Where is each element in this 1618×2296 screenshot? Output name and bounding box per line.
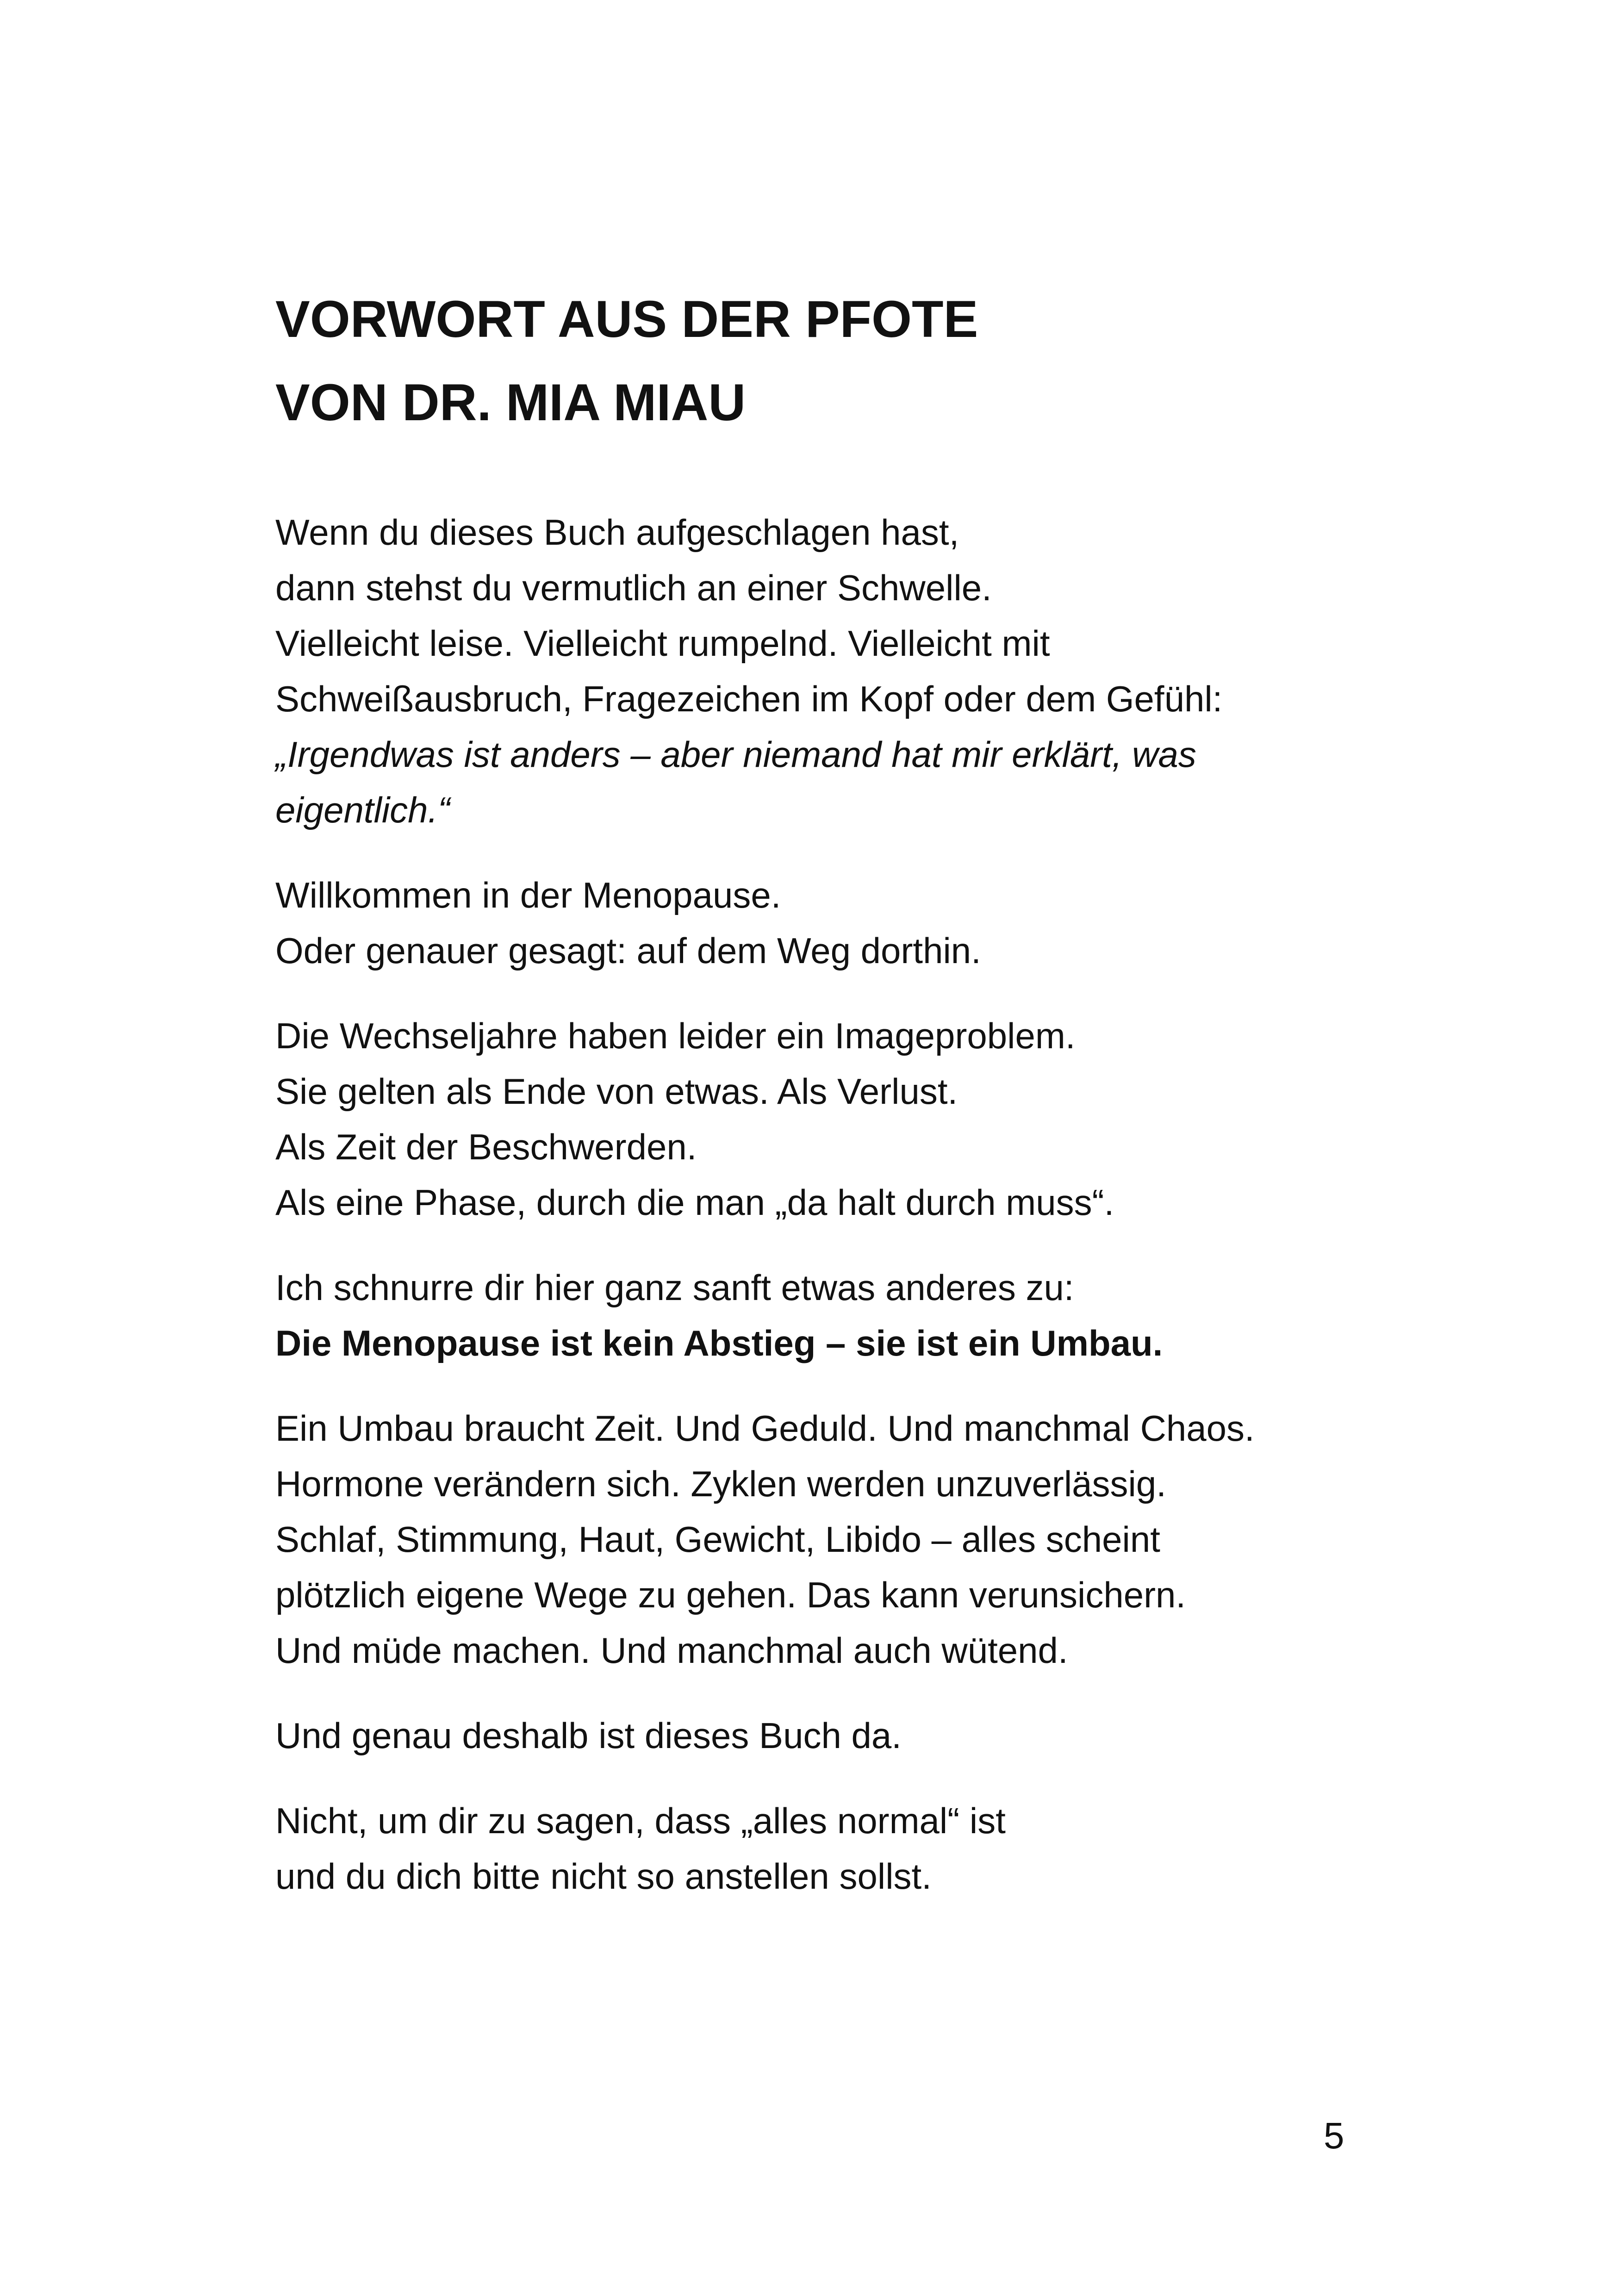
text-line: Oder genauer gesagt: auf dem Weg dorthin.: [275, 930, 981, 971]
text-line: Und müde machen. Und manchmal auch wütend.: [275, 1630, 1068, 1671]
paragraph: [275, 504, 1386, 838]
text-line: und du dich bitte nicht so anstellen sollst.: [275, 1856, 932, 1897]
emphasized-line: Die Menopause ist kein Abstieg – sie ist ein Umbau.: [275, 1323, 1163, 1363]
text-line: Als Zeit der Beschwerden.: [275, 1126, 697, 1167]
text-line: Schlaf, Stimmung, Haut, Gewicht, Libido – alles scheint: [275, 1519, 1160, 1560]
text-line: Sie gelten als Ende von etwas. Als Verlust.: [275, 1071, 958, 1112]
paragraph: [275, 1400, 1386, 1678]
text-line: Hormone verändern sich. Zyklen werden unzuverlässig.: [275, 1463, 1166, 1504]
text-line: Und genau deshalb ist dieses Buch da.: [275, 1715, 902, 1756]
text-line: Ein Umbau braucht Zeit. Und Geduld. Und manchmal Chaos.: [275, 1408, 1255, 1449]
quoted-line: „Irgendwas ist anders – aber niemand hat mir erklärt, was: [275, 734, 1196, 775]
page-number: 5: [1324, 2115, 1344, 2156]
text-line: Willkommen in der Menopause.: [275, 875, 781, 915]
text-line: dann stehst du vermutlich an einer Schwelle.: [275, 567, 992, 608]
paragraph: [275, 1793, 1386, 1904]
text-line: Die Wechseljahre haben leider ein Imageproblem.: [275, 1015, 1076, 1056]
text-line: plötzlich eigene Wege zu gehen. Das kann verunsichern.: [275, 1574, 1186, 1615]
text-line: Nicht, um dir zu sagen, dass „alles normal“ ist: [275, 1800, 1006, 1841]
paragraph: [275, 867, 1386, 978]
paragraph: [275, 1008, 1386, 1230]
text-line: Als eine Phase, durch die man „da halt durch muss“.: [275, 1182, 1114, 1223]
paragraph: [275, 1708, 1386, 1763]
chapter-heading-line-1: VORWORT AUS DER PFOTE: [275, 290, 978, 348]
body-text: [275, 504, 1386, 1934]
text-line: Wenn du dieses Buch aufgeschlagen hast,: [275, 512, 959, 553]
quoted-line: eigentlich.“: [275, 790, 450, 830]
text-line: Vielleicht leise. Vielleicht rumpelnd. Vielleicht mit: [275, 623, 1050, 664]
chapter-heading-line-2: VON DR. MIA MIAU: [275, 373, 746, 431]
chapter-heading: [275, 278, 1386, 444]
paragraph: [275, 1260, 1386, 1371]
text-line: Ich schnurre dir hier ganz sanft etwas anderes zu:: [275, 1267, 1074, 1308]
text-line: Schweißausbruch, Fragezeichen im Kopf oder dem Gefühl:: [275, 678, 1223, 719]
